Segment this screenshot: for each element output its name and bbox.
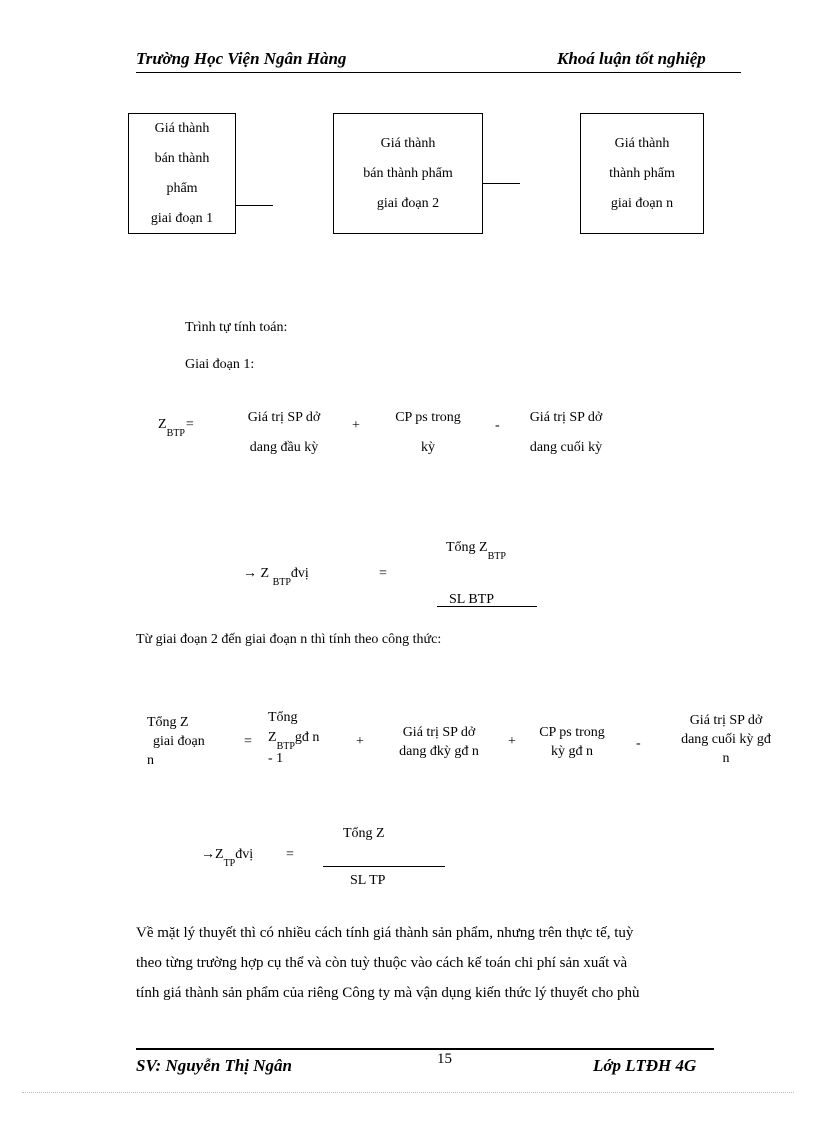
formula4-fraction-bar (323, 866, 445, 867)
formula3-term2: Giá trị SP dở dang đkỳ gđ n (399, 725, 479, 759)
footer-class: Lớp LTĐH 4G (593, 1056, 697, 1075)
stage-1-box-line: Giá thành (154, 120, 210, 136)
formula3-term4: Giá trị SP dở dang cuối kỳ gđ n (681, 713, 771, 766)
stage-n-box-line: Giá thành (614, 135, 670, 151)
stage-2-box-line: bán thành phẩm (363, 165, 453, 181)
transition-text: Từ giai đoạn 2 đến giai đoạn n thì tính theo công thức: (136, 632, 442, 647)
formula4-numerator: Tổng Z (343, 826, 385, 841)
formula1-term3: Giá trị SP dở dang cuối kỳ (529, 410, 603, 455)
formula2-eq: = (379, 566, 387, 581)
stage-n-box-line: thành phẩm (609, 165, 675, 181)
formula1-plus: + (352, 418, 360, 433)
paragraph-line: theo từng trường hợp cụ thể và còn tuỳ thuộc vào cách kế toán chi phí sản xuất và (136, 955, 628, 971)
stage-n-box (580, 113, 704, 234)
stage-1-label: Giai đoạn 1: (185, 357, 255, 372)
formula1-minus: - (495, 418, 500, 433)
formula1-term1: Giá trị SP dở dang đầu kỳ (247, 410, 321, 455)
formula2-numerator: Tổng $Z_{BTP}$ (446, 540, 506, 562)
footer-student: SV: Nguyễn Thị Ngân (136, 1056, 293, 1075)
stage-1-box-line: bán thành (154, 150, 210, 166)
stage-n-box-line: giai đoạn n (610, 195, 674, 211)
formula2-fraction-bar (437, 606, 537, 607)
page-number: 15 (437, 1051, 452, 1067)
stage-1-box (128, 113, 236, 234)
stage-1-box-line: phẩm (166, 180, 198, 196)
footer-rule (136, 1048, 714, 1050)
paragraph-line: tính giá thành sản phẩm của riêng Công ty mà vận dụng kiến thức lý thuyết cho phù (136, 985, 640, 1001)
formula3-plus-1: + (356, 734, 364, 749)
formula3-term3: CP ps trong kỳ gđ n (539, 725, 605, 759)
formula3-lhs: Tổng Z giai đoạn n (147, 715, 205, 768)
formula1-term2: CP ps trong kỳ (395, 410, 461, 455)
formula2-lhs: → Z $_{BTP}$đvị (243, 566, 309, 588)
formula1-lhs: $Z_{BTP}=$ (158, 417, 194, 439)
formula3-eq: = (244, 734, 252, 749)
formula4-eq: = (286, 847, 294, 862)
sequence-label: Trình tự tính toán: (185, 320, 288, 335)
body-paragraph (136, 918, 756, 1008)
paragraph-line: Về mặt lý thuyết thì có nhiều cách tính giá thành sản phẩm, nhưng trên thực tế, tuỳ (136, 925, 634, 941)
formula2-denominator: SL BTP (449, 592, 494, 607)
page-bottom-border (22, 1092, 794, 1093)
formula4-lhs: $\to Z_{TP}đvị$ (201, 847, 254, 869)
stage-2-box-line: Giá thành (380, 135, 436, 151)
formula3-plus-2: + (508, 734, 516, 749)
formula3-minus: - (636, 736, 641, 751)
formula4-denominator: SL TP (350, 873, 386, 888)
stage-2-box (333, 113, 483, 234)
header-school: Trường Học Viện Ngân Hàng (136, 49, 347, 68)
formula3-term1: Tổng $Z_{BTP}gđ$ n - 1 (268, 710, 320, 766)
connector-1 (236, 205, 273, 206)
stage-2-box-line: giai đoạn 2 (376, 195, 440, 211)
header-rule (136, 72, 741, 73)
connector-2 (483, 183, 520, 184)
stage-1-box-line: giai đoạn 1 (150, 210, 214, 226)
header-doc-type: Khoá luận tốt nghiệp (557, 49, 706, 68)
